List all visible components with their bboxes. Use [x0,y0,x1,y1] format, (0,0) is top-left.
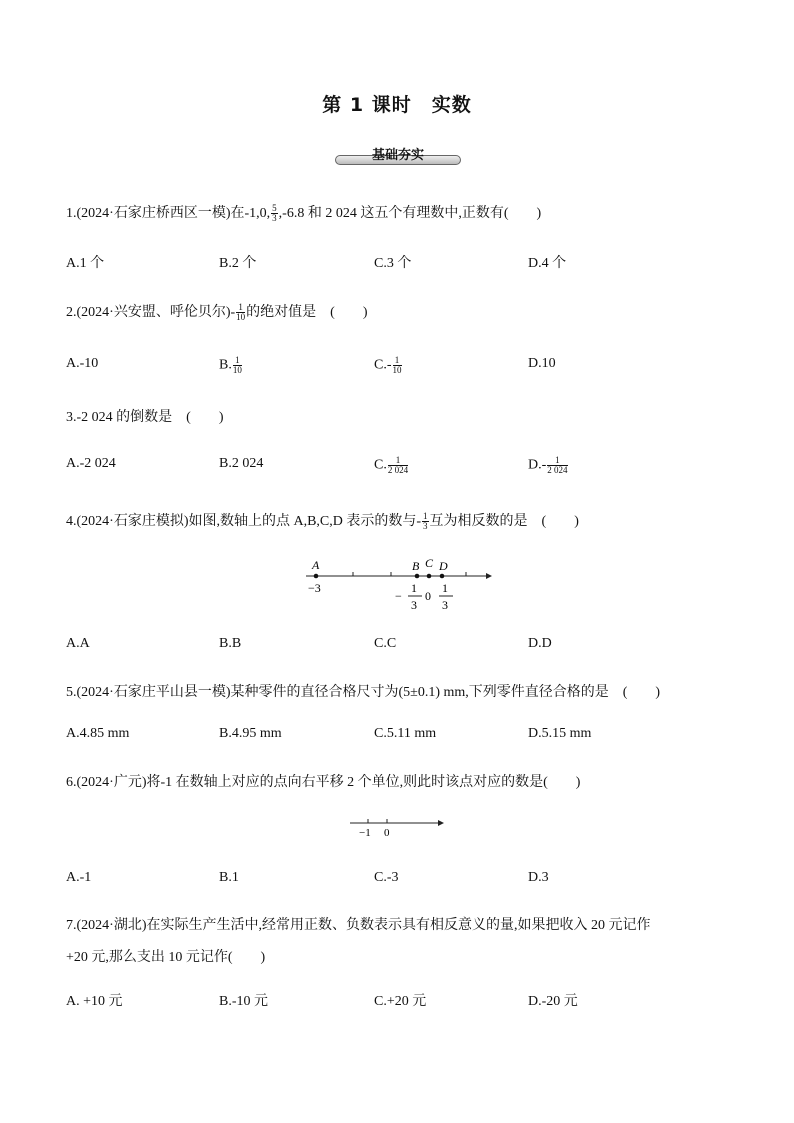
option-a[interactable]: A.1 个 [66,256,105,271]
question-4 [66,510,579,531]
question-6: 6.(2024·广元)将-1 在数轴上对应的点向右平移 2 个单位,则此时该点对应的数是( ) [66,775,581,790]
option-a[interactable]: A. +10 元 [66,994,123,1009]
numerator: 1 [233,356,242,366]
page-title: 第 1 课时 实数 [322,94,472,116]
tick-label: 1 [442,581,448,595]
option-a[interactable]: A.-1 [66,870,92,885]
option-label: C.- [374,357,392,373]
option-a[interactable]: A.4.85 mm [66,726,130,741]
denominator: 10 [232,365,242,375]
question-1 [66,202,541,223]
option-b[interactable]: B.-10 元 [219,994,268,1009]
arrow-icon [486,573,492,579]
option-b[interactable]: B.1 [219,870,239,885]
number-line-figure [300,555,500,615]
option-d[interactable]: D.3 [528,870,549,885]
tick-label: 3 [411,598,417,612]
denominator: 2 024 [387,465,409,475]
tick-label: − [395,589,402,603]
q4-text-end: 互为相反数的是 ( ) [429,514,579,529]
option-label: C. [374,457,387,473]
fraction [393,356,402,375]
fraction [271,204,278,223]
option-c[interactable]: C.5.11 mm [374,726,437,741]
fraction [547,456,567,475]
question-7-line-2: +20 元,那么支出 10 元记作( ) [66,950,266,965]
number-line-figure [345,815,445,840]
option-d[interactable]: D.4 个 [528,256,567,271]
option-c[interactable]: C.+20 元 [374,994,427,1009]
option-d[interactable]: D.D [528,636,552,651]
q2-text-end: 的绝对值是 ( ) [246,305,368,320]
fraction [236,303,245,322]
option-label: B. [219,357,232,373]
label-c: C [425,556,434,570]
numerator: 1 [388,456,408,466]
tick-label: −1 [359,827,371,839]
option-b[interactable]: B.2 024 [219,456,264,471]
option-d[interactable]: D.5.15 mm [528,726,592,741]
option-c[interactable] [374,356,403,375]
label-d: D [439,559,448,573]
section-badge [335,146,461,164]
option-d[interactable] [528,456,569,475]
label-a: A [312,558,320,572]
option-a[interactable]: A.A [66,636,90,651]
tick-label: 0 [425,589,431,603]
tick-label: 0 [384,827,390,839]
option-c[interactable]: C.C [374,636,397,651]
q1-text: 1.(2024·石家庄桥西区一模)在-1,0, [66,206,271,221]
tick-label: 1 [411,581,417,595]
section-label: 基础夯实 [371,148,424,163]
option-b[interactable]: B.4.95 mm [219,726,282,741]
q1-text-end: ,-6.8 和 2 024 这五个有理数中,正数有( ) [278,206,542,221]
fraction [388,456,408,475]
option-d[interactable]: D.-20 元 [528,994,578,1009]
denominator: 2 024 [547,465,568,475]
point-b [415,574,420,579]
question-3: 3.-2 024 的倒数是 ( ) [66,410,224,425]
fraction [233,356,242,375]
numerator: 5 [272,203,277,214]
tick-label: −3 [308,581,321,595]
option-c[interactable] [374,456,409,475]
option-c[interactable]: C.-3 [374,870,399,885]
option-b[interactable] [219,356,243,375]
point-a [314,574,319,579]
option-label: D.- [528,457,547,473]
label-b: B [412,559,420,573]
denominator: 10 [392,365,402,375]
denominator: 3 [423,521,428,532]
point-d [440,574,445,579]
q4-text: 4.(2024·石家庄模拟)如图,数轴上的点 A,B,C,D 表示的数与- [66,514,422,529]
option-b[interactable]: B.B [219,636,242,651]
numerator: 1 [236,303,245,313]
arrow-icon [438,820,444,826]
tick-label: 3 [442,598,448,612]
option-d[interactable]: D.10 [528,356,556,371]
option-c[interactable]: C.3 个 [374,256,412,271]
question-7: 7.(2024·湖北)在实际生产生活中,经常用正数、负数表示具有相反意义的量,如果把收入 20 元记作 [66,918,651,933]
numerator: 1 [547,456,567,466]
option-a[interactable]: A.-10 [66,356,99,371]
option-a[interactable]: A.-2 024 [66,456,116,471]
numerator: 1 [423,511,428,522]
denominator: 10 [236,312,246,323]
question-2 [66,301,367,322]
question-5: 5.(2024·石家庄平山县一模)某种零件的直径合格尺寸为(5±0.1) mm,下列零件直径合格的是 ( ) [66,685,661,700]
option-b[interactable]: B.2 个 [219,256,257,271]
denominator: 3 [272,213,277,224]
numerator: 1 [393,356,402,366]
point-c [427,574,432,579]
fraction [422,512,429,531]
q2-text: 2.(2024·兴安盟、呼伦贝尔)- [66,305,236,320]
